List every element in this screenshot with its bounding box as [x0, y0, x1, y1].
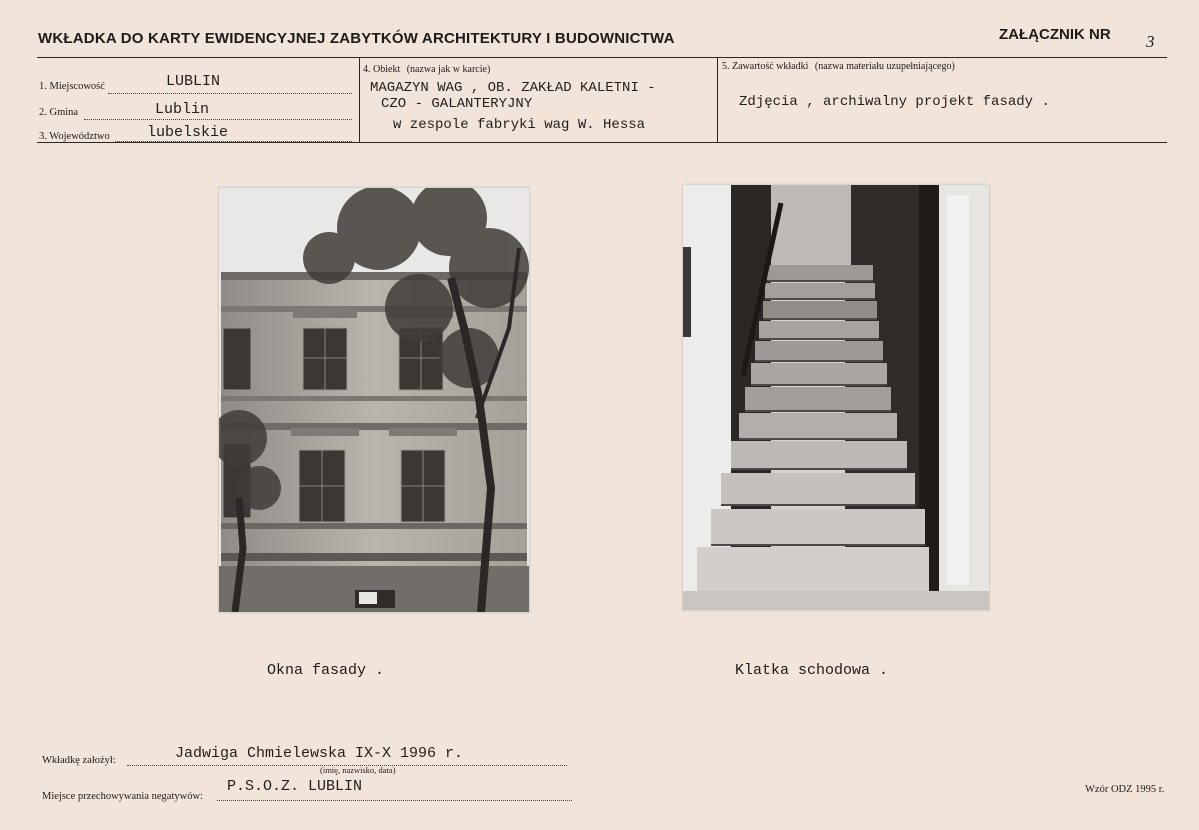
contents-label-note: (nazwa materiału uzupełniającego) — [814, 61, 955, 72]
photo-caption-staircase: Klatka schodowa . — [735, 662, 889, 679]
form-divider-2 — [717, 57, 718, 143]
staircase-image — [683, 185, 989, 610]
founder-value: Jadwiga Chmielewska IX-X 1996 r. — [175, 745, 464, 762]
gmina-dots — [84, 119, 352, 120]
form-bottom-rule — [37, 142, 1167, 143]
photo-facade-windows — [218, 187, 530, 613]
miejscowosc-value: LUBLIN — [166, 73, 221, 90]
facade-image — [219, 188, 529, 612]
annex-number: 3 — [1146, 32, 1155, 51]
photo-caption-facade: Okna fasady . — [267, 662, 385, 679]
form-top-rule — [37, 57, 1167, 58]
object-label-text: 4. Obiekt — [363, 64, 401, 75]
storage-label: Miejsce przechowywania negatywów: — [42, 791, 203, 802]
object-label — [363, 64, 490, 75]
form-divider-1 — [359, 57, 360, 143]
contents-label-text: 5. Zawartość wkładki — [722, 61, 809, 72]
object-line-3: w zespole fabryki wag W. Hessa — [393, 117, 646, 133]
founder-label: Wkładkę założył: — [42, 755, 116, 766]
storage-value: P.S.O.Z. LUBLIN — [227, 778, 363, 795]
gmina-value: Lublin — [155, 101, 210, 118]
miejscowosc-label: 1. Miejscowość — [39, 81, 105, 92]
miejscowosc-dots — [108, 93, 352, 94]
wojewodztwo-label: 3. Województwo — [39, 131, 110, 142]
contents-value: Zdjęcia , archiwalny projekt fasady . — [739, 94, 1050, 110]
object-line-1: MAGAZYN WAG , OB. ZAKŁAD KALETNI - — [370, 80, 656, 96]
object-label-note: (nazwa jak w karcie) — [406, 64, 491, 75]
wojewodztwo-dots — [115, 141, 352, 142]
form-code: Wzór ODZ 1995 r. — [1085, 784, 1165, 795]
founder-note: (imię, nazwisko, data) — [320, 765, 396, 775]
gmina-label: 2. Gmina — [39, 107, 79, 118]
wojewodztwo-value: lubelskie — [147, 124, 229, 141]
photo-staircase — [682, 184, 990, 611]
annex-label: ZAŁĄCZNIK NR — [999, 26, 1111, 43]
document-title: WKŁADKA DO KARTY EWIDENCYJNEJ ZABYTKÓW ARCHITEKTURY I BUDOWNICTWA — [38, 30, 675, 47]
contents-label — [722, 61, 955, 72]
storage-dots — [217, 800, 572, 801]
object-line-2: CZO - GALANTERYJNY — [381, 96, 533, 112]
